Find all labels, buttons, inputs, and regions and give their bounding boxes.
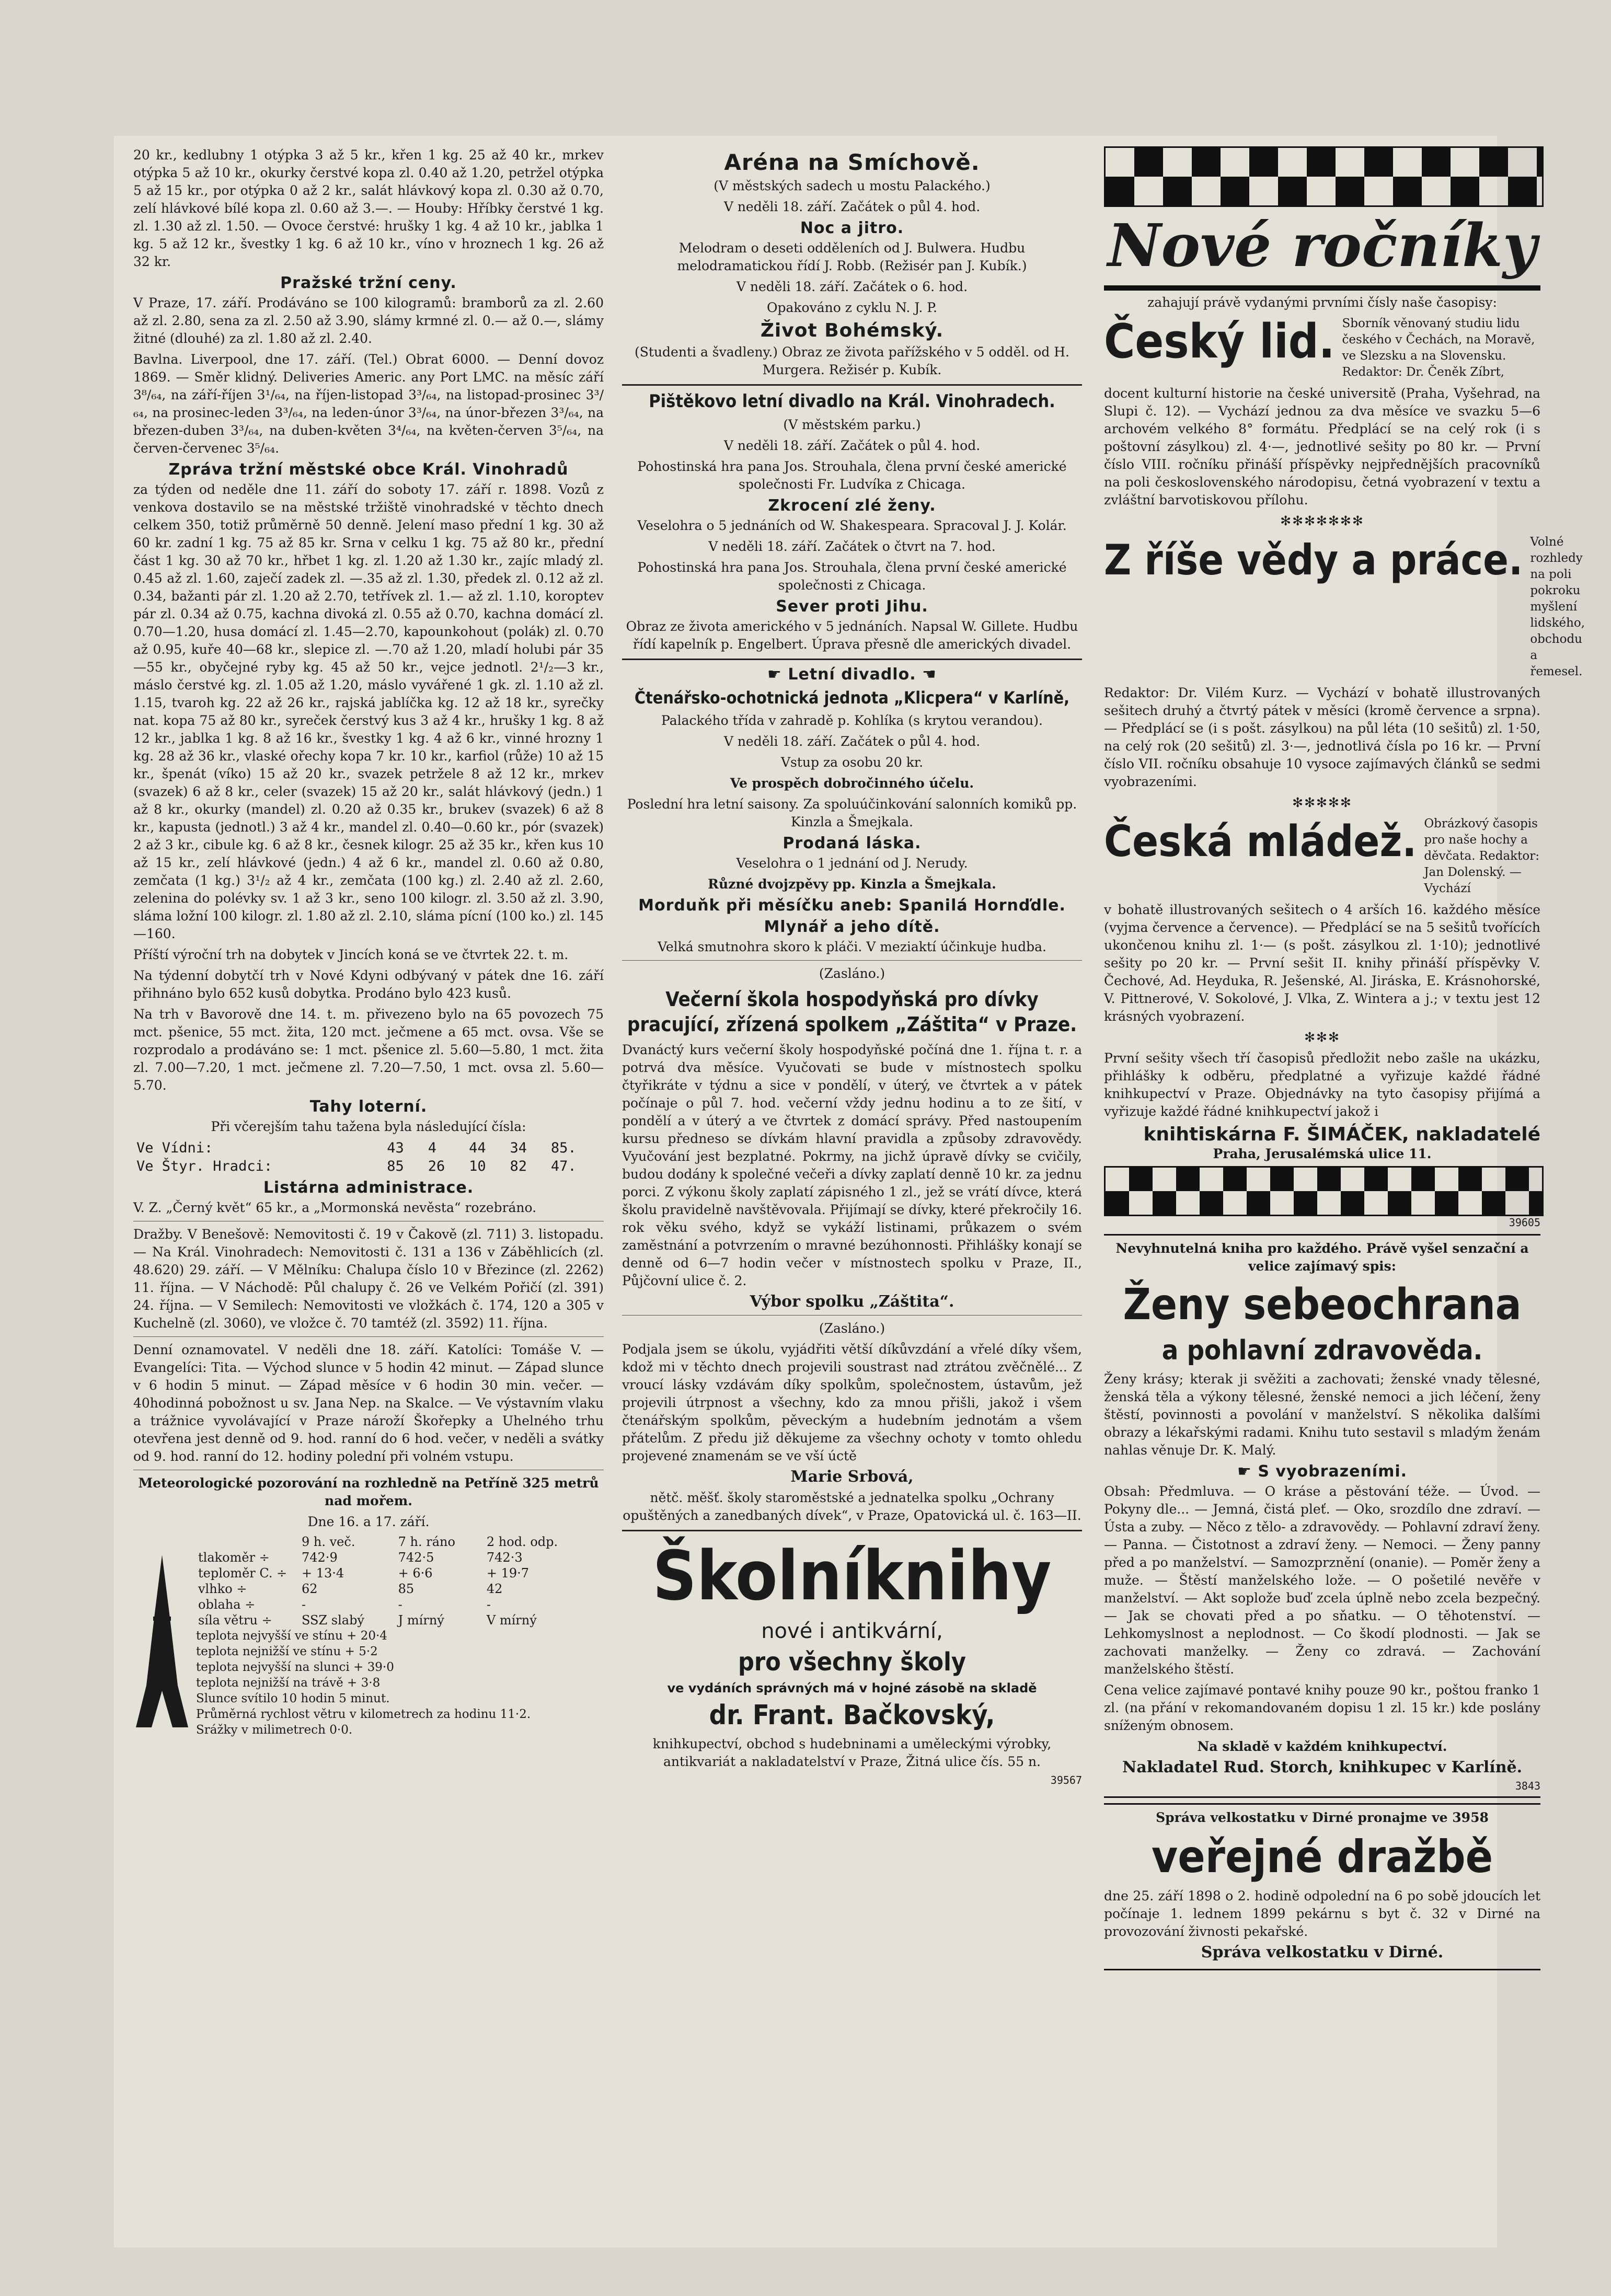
arena-title: Aréna na Smíchově.: [724, 149, 980, 175]
pointing-hand-icon: ☛: [1237, 1462, 1258, 1481]
meteo-row: síla větru ÷ SSZ slabý J mírný V mírný: [198, 1613, 537, 1628]
srbova-text: Podjala jsem se úkolu, vyjádřiti větší díkůvzdání a vřelé díky všem, kdož mi v těchto dnech projevili soustrast nad ztrátou zvěčnělé... Z vroucí lásky vzdávám díky spolkům, společnostem, ústavům, jež projevili útrpnost a všechny, kdo za mnou přišli, jakož i všem čtenářským spolkům, pěveckým a hudebním jednotám a všem přátelům. Z předu již děkujeme za všechny ochoty v tomto ohledu projevené znamenám se ve vší úctě: [622, 1342, 1082, 1463]
divider: [622, 659, 1082, 660]
school-books-number: 39567: [1050, 1774, 1082, 1786]
lid-block: [1104, 316, 1540, 380]
school-title: Večerní škola hospodyňská pro dívky pracující, zřízená spolkem „Záštita“ v Praze.: [627, 988, 1077, 1036]
klicpera-desc: Poslední hra letní saisony. Za spoluúčinkování salonních komiků pp. Kinzla a Šmejkala.: [627, 797, 1077, 829]
mladez-note: První sešity všech tří časopisů předložit nebo zašle na ukázku, přihlášky k odběru, předplatné a vyřizuje každé řádné knihkupectví v Praze. Objednávky na tyto časopisy přijímá a vyřizuje každé řádné knihkupectví jakož i: [1104, 1051, 1540, 1119]
vinohrady-market-text: za týden od neděle dne 11. září do soboty 17. září r. 1898. Vozů z venkova dostavilo se na městské tržiště vinohradské v těchto dnech celkem 350, totiž průměrně 50 denně. Jelení maso přední 1 kg. 30 až 60 kr. zadní 1 kg. 75 až 85 kr. Srna v celku 1 kg. 75 až 80 kr., přední část 1 kg. 30 až 70 kr., hřbet 1 kg. zl. 1.20 až 1.30 kr., zajíc mladý zl. 0.45 až zl. 1.60, zaječí zadek zl. —.35 až zl. 1.30, předek zl. 0.12 až zl. 0.34, bažanti pár zl. 1.20 až 2.70, tetřívek zl. 1.— až zl. 1.10, koroptev pár zl. 0.34 až 0.75, kachna divoká zl. 0.55 až 0.70, kachna domácí zl. 0.70—1.20, husa domácí zl. 1.45—2.70, kapounkohout (polák) zl. 0.70 až 0.95, kuře 40—68 kr., slepice zl. —.70 až 1.20, mladí holubi pár 35—55 kr., obyčejné ryby kg. 45 až 50 kr., vejce jednotl. 2¹/₂—3 kr., máslo čerstvé kg. zl. 1.05 až 1.20, máslo vyvářené 1 gk. zl. 1.10 až zl. 1.15, tvaroh kg. 22 až 26 kr., rajská jablíčka kg. 12 až 18 kr., syrečky nat. kopa 75 až 80 kr., syreček čerstvý kus 3 až 4 kr., hrušky 1 kg. 8 až 12 kr., jablka 1 kg. 8 až 16 kr., švestky 1 kg. 4 až 6 kr., vinné hrozny 1 kg. 28 až 36 kr., vlaské ořechy kopa 7 kr. 10 kr., karfiol (růže) 10 až 15 kr., špenát (víko) 15 až 20 kr., svazek petržele 8 až 12 kr., mrkev (svazek) 6 až 8 kr., celer (svazek) 15 až 20 kr., salát hlávkový (jedn.) 1 až 8 kr., okurky (mandel) zl. 0.20 až 0.35 kr., brukev (svazek) 6 až 8 kr., kapusta (jednotl.) 3 až 4 kr., mandel zl. 0.40—0.60 kr., pór (svazek) 2 až 3 kr., cibule kg. 6 až 8 kr., česnek kilogr. 25 až 35 kr., křen kus 10 až 15 kr., zelí hlávkové (jedn.) 4 až 6 kr., mandel zl. 0.60 až 0.80, zemčata (1 kg.) 3¹/₂ až 4 kr., zemčata (100 kg.) zl. 2.40 až zl. 2.60, zelenina do polévky sv. 1 až 3 kr., seno 100 kilogr. zl. 3.50 až zl. 3.90, sláma ložní 100 kilogr. zl. 1.80 až zl. 2.10, sláma pícní (100 ko.) zl. 145—160.: [133, 482, 604, 941]
zeny-sklad: Na skladě v každém knihkupectví.: [1197, 1739, 1447, 1754]
divider: [622, 960, 1082, 961]
veda-text: Redaktor: Dr. Vilém Kurz. — Vychází v bohatě illustrovaných sešitech druhý a čtvrtý pátek v měsíci (kromě července a srpna). — Předplácí se (i s pošt. zásylkou) na půl léta (10 sešitů) zl. 1·50, na celý rok (20 sešitů) zl. 3·—, jednotlivá čísla po 16 kr. — První číslo VII. ročníku obsahuje 10 vysoce zajímavých článků se sedmi vyobrazeními.: [1104, 685, 1540, 789]
column-2: [622, 146, 1082, 1786]
pistek-show1-desc: Pohostinská hra pana Jos. Strouhala, člena první české americké společnosti Fr. Ludvíka z Chicaga.: [637, 459, 1067, 492]
meteo-row: oblaha ÷ - - -: [198, 1597, 491, 1612]
klicpera-entry: Vstup za osobu 20 kr.: [780, 755, 924, 770]
school-books-addr: knihkupectví, obchod s hudebninami a uměleckými výrobky, antikvariát a nakladatelství v Praze, Žitná ulice čís. 55 n.: [652, 1736, 1052, 1769]
zeny-price: Cena velice zajímavé pontavé knihy pouze 90 kr., poštou franko 1 zl. (na přání v rekomandovaném dopisu 1 zl. 15 kr.) kde poslány sníženým obnosem.: [1104, 1682, 1540, 1733]
zeny-text: Ženy krásy; kterak ji svěžiti a zachovati; ženské vnady tělesné, ženská těla a výkony tělesné, ženské nemoci a jich léčení, ženy štěstí, povinnosti a povolání v manželství. S několika dalšími obrazy a lékařskými radami. Knihu tuto sestavil s mladým ženám nahlas věnuje Dr. K. Malý.: [1104, 1371, 1540, 1458]
lid-side: Sborník věnovaný studiu lidu českého v Čechách, na Moravě, ve Slezsku a na Slovensku. Redaktor: Dr. Čeněk Zíbrt,: [1342, 317, 1535, 379]
bavorov-market-text: Na trh v Bavorově dne 14. t. m. přivezeno bylo na 65 povozech 75 mct. pšenice, 55 mct. žita, 120 mct. ječmene a 65 mct. ovsa. Vše se rozprodalo a prodáváno se: 1 mct. pšenice zl. 5.60—5.80, 1 mct. žita zl. 7.00—7.20, 1 mct. ječmene zl. 7.20—7.50, 1 mct. ovsa zl. 5.60—5.70.: [133, 1007, 604, 1093]
column-1: [133, 146, 604, 1738]
klicpera-when: V neděli 18. září. Začátek o půl 4. hod.: [723, 734, 981, 749]
auction-head: Správa velkostatku v Dirné pronajme ve 3958: [1156, 1810, 1489, 1825]
meteo-dates: Dne 16. a 17. září.: [307, 1514, 430, 1529]
auction-signature: Správa velkostatku v Dirné.: [1201, 1943, 1444, 1962]
school-books-line1: nové i antikvární,: [761, 1619, 943, 1643]
petrin-tower-icon: [133, 1555, 191, 1727]
new-volumes-intro: zahajují právě vydanými prvními čísly naše časopisy:: [1147, 295, 1497, 310]
klicpera-play: Prodaná láska.: [783, 834, 922, 852]
zaslano-label: (Zasláno.): [819, 966, 885, 981]
klicpera-title: Čtenářsko-ochotnická jednota „Klicpera“ v Karlíně,: [634, 688, 1070, 708]
veda-stars: ✻✻✻✻✻: [1292, 795, 1352, 810]
divider-bar: [1104, 285, 1540, 291]
mlynar-info: Velká smutnohra skoro k pláči. V meziaktí účinkuje hudba.: [658, 939, 1046, 954]
arena-show2-desc: (Studenti a švadleny.) Obraz ze života pařížského v 5 odděl. od H. Murgera. Režisér p. Kubík.: [635, 344, 1069, 377]
jincice-market-text: Příští výroční trh na dobytek v Jincích koná se ve čtvrtek 22. t. m.: [133, 947, 569, 962]
kdyne-market-text: Na týdenní dobytčí trh v Nové Kdyni odbývaný v pátek dne 16. září přihnáno bylo 652 kusů dobytka. Prodáno bylo 423 kusů.: [133, 968, 604, 1001]
daily-announcer-text: Denní oznamovatel. V neděli dne 18. září. Katolíci: Tomáše V. — Evangelíci: Tita. — Východ slunce v 5 hodin 42 minut. — Západ slunce v 6 hodin 5 minut. — Západ měsíce v 6 hodin 30 min. večer. — 40hodinná pobožnost u sv. Jana Nep. na Skalce. — Ve výstavním vlaku a trážnice vyvolávající v Praze nároží Škořepky a Uhelného trhu otevřena jest denně od 9. hod. ranní do 6 hod. večer, v neděli a svátky od 9. hod. ranní do 12. hodiny polední při volném vstupu.: [133, 1342, 604, 1464]
arena-show2-cycle: Opakováno z cyklu N. J. P.: [766, 300, 937, 315]
veda-block: [1104, 534, 1585, 680]
lid-title: Český lid.: [1104, 314, 1335, 369]
prague-market-text: V Praze, 17. září. Prodáváno se 100 kilogramů: bramborů za zl. 2.60 až zl. 2.80, sena za zl. 2.50 až 3.90, slámy krmné zl. 0.— až 0.—, slámy žitné (dlouhé) za zl. 1.80 až zl. 2.40.: [133, 295, 604, 346]
school-books-name: dr. Frant. Bačkovský,: [709, 1700, 995, 1731]
lid-stars: ✻✻✻✻✻✻✻: [1280, 513, 1364, 528]
zaslano2-label: (Zasláno.): [819, 1321, 885, 1336]
publisher-name: knihtiskárna F. ŠIMÁČEK, nakladatelé: [1143, 1124, 1540, 1145]
meteo-row: tlakoměr ÷ 742·9 742·5 742·3: [198, 1550, 523, 1565]
zeny-ad: [1104, 1234, 1540, 1798]
heading-lottery: Tahy loterní.: [309, 1098, 428, 1116]
checker-banner-top: [1104, 146, 1544, 207]
zeny-head: Nevyhnutelná kniha pro každého. Právě vyšel senzační a velice zajímavý spis:: [1115, 1241, 1529, 1274]
auction-ad: [1104, 1803, 1540, 1970]
zeny-obsah: Obsah: Předmluva. — O kráse a pěstování téže. — Úvod. — Pokyny dle... — Jemná, čistá pleť. — Oko, srozdílo dne zdraví. — Ústa a zuby. — Něco z tělo- a zdravovědy. — Pohlavní zdraví ženy. — Panna. — Čistotnost a zdraví ženy. — Nemoci. — Ženy panny před a po manželství. — Samozprznění (onanie). — Poměr ženy a muže. — Štěstí manželského lože. — O pošetilé nevěře v manželství. — Akt soplože buď zcela úplně nebo zcela bezpečný. — Jak se chovati před a po sňatku. — O těhotenství. — Lehkomyslnost a neplodnost. — Co škodí plodnosti. — Jak se zachovati manželky. — Ženy co zdravá. — Zachování manželského štěstí.: [1104, 1484, 1540, 1677]
school-books-line2: pro všechny školy: [738, 1647, 966, 1677]
pistek-show2-info: Obraz ze života amerického v 5 jednáních. Napsal W. Gillete. Hudbu řídí kapelník p. Engelbert. Úprava přesně dle amerických divadel.: [626, 619, 1078, 652]
school-signature: Výbor spolku „Záštita“.: [750, 1293, 954, 1311]
school-books-line3: ve vydáních správných má v hojné zásobě na skladě: [667, 1681, 1037, 1695]
lid-text: docent kulturní historie na české universitě (Praha, Vyšehrad, na Slupi č. 12). — Vychází jednou za dva měsíce ve svazku 5—6 archovém velkého 8° formátu. Předplácí se na celý rok (i s poštovní zásylkou) zl. 4·—, jednotlivé sešity po 80 kr. — První číslo VIII. ročníku přináší příspěvky nejpřednějších pracovníků na poli československého národopisu, četná vyobrazení v textu a zvláštní barvotiskovou přílohu.: [1104, 386, 1540, 507]
pointing-hand-left-icon: ☚: [922, 665, 937, 684]
school-books-title: Školníknihy: [652, 1536, 1052, 1616]
zeny-sub: a pohlavní zdravověda.: [1161, 1335, 1483, 1366]
heading-prague-market: Pražské tržní ceny.: [280, 274, 457, 292]
divider: [622, 1315, 1082, 1316]
pistek-sub: (V městském parku.): [783, 417, 921, 432]
zeny-title: Ženy sebeochrana: [1123, 1280, 1522, 1330]
summer-theatre-title: ☛ Letní divadlo. ☚: [767, 665, 937, 684]
zeny-number: 3843: [1515, 1780, 1540, 1792]
meteo-hours-row: 9 h. več. 7 h. ráno 2 hod. odp.: [302, 1534, 558, 1549]
pistek-show1-when: V neděli 18. září. Začátek o půl 4. hod.: [723, 438, 981, 453]
mladez-text: v bohatě illustrovaných sešitech o 4 arších 16. každého měsíce (vyjma července a července). — Předplácí se na 5 sešitů tvořících ukončenou knihu zl. 1·— (s pošt. zásylkou zl. 1·10); jednotlivé sešity po 20 kr. — První sešit II. knihy přináší příspěvky V. Čechové, Ad. Heyduka, R. Ješenské, Al. Jiráska, E. Krásnohorské, V. Pittnerové, V. Sokolové, J. Vlka, Z. Wintera a j.; v textu jest 12 krásných vyobrazení.: [1104, 902, 1540, 1024]
divider: [133, 1336, 604, 1337]
pistek-show2-desc: Pohostinská hra pana Jos. Strouhala, člena první české americké společnosti z Chicaga.: [637, 560, 1067, 593]
pistek-show2-when: V neděli 18. září. Začátek o čtvrt na 7. hod.: [708, 539, 996, 554]
meteo-title: Meteorologické pozorování na rozhledně na Petříně 325 metrů nad mořem.: [138, 1475, 599, 1508]
klicpera-benefit: Ve prospěch dobročinného účelu.: [730, 776, 974, 791]
divider: [622, 1530, 1082, 1531]
mladez-title: Česká mládež.: [1104, 817, 1417, 867]
mladez-block: [1104, 816, 1540, 897]
heading-listarna: Listárna administrace.: [263, 1179, 474, 1197]
auctions-text: Dražby. V Benešově: Nemovitosti č. 19 v Čakově (zl. 711) 3. listopadu. — Na Král. Vinohradech: Nemovitosti č. 131 a 136 v Záběhlicích (zl. 48.620) 29. září. — V Mělníku: Chalupa číslo 10 v Březince (zl. 2262) 11. října. — V Náchodě: Půl chalupy č. 26 ve Velkém Pořičí (zl. 391) 24. října. — V Semilech: Nemovitosti ve vložkách č. 174, 120 a 305 v Kuchelně (zl. 3060), ve vložce č. 70 tamtéž (zl. 3592) 11. října.: [133, 1227, 604, 1331]
pistek-title: Pištěkovo letní divadlo na Král. Vinohradech.: [649, 391, 1055, 412]
mladez-stars: ✻✻✻: [1304, 1030, 1340, 1045]
arena-show1-when: V neděli 18. září. Začátek o půl 4. hod.: [723, 199, 981, 214]
lottery-intro: Při včerejším tahu tažena byla následující čísla:: [211, 1119, 526, 1134]
meteo-extra: teplota nejvyšší ve stínu + 20·4 teplota nejnižší ve stínu + 5·2 teplota nejvyšší na slunci + 39·0 teplota nejnižší na trávě + 3·8 Slunce svítilo 10 hodin 5 minut. Průměrná rychlost větru v kilometrech za hodinu 11·2. Srážky v milimetrech 0·0.: [196, 1629, 531, 1737]
meteo-table: [196, 1534, 593, 1628]
arena-sub: (V městských sadech u mostu Palackého.): [714, 178, 991, 193]
heading-vinohrady-market: Zpráva tržní městské obce Král. Vinohradů: [168, 460, 569, 479]
morduhk-title: Morduňk při měsíčku aneb: Spanilá Hornďdle.: [638, 896, 1066, 915]
publisher-addr: Praha, Jerusalémská ulice 11.: [1213, 1146, 1432, 1161]
zeny-obr-title: ☛ S vyobrazeními.: [1237, 1462, 1408, 1481]
mladez-side: Obrázkový časopis pro naše hochy a děvčata. Redaktor: Jan Dolenský. — Vychází: [1424, 817, 1539, 895]
arena-show2-title: Život Bohémský.: [760, 320, 944, 341]
new-volumes-title: Nové ročníky: [1108, 212, 1537, 280]
klicpera-play-info: Veselohra o 1 jednání od J. Nerudy.: [736, 856, 968, 871]
arena-show2-when: V neděli 18. září. Začátek o 6. hod.: [736, 279, 968, 294]
divider: [622, 384, 1082, 386]
checker-banner-bottom: [1104, 1166, 1544, 1216]
srbova-role: nětč. měšť. školy staroměstské a jednatelka spolku „Ochrany opuštěných a zanedbaných dívek“, v Praze, Opatovická ul. č. 163—II.: [623, 1490, 1081, 1523]
srbova-signature: Marie Srbová,: [790, 1468, 914, 1486]
pointing-hand-icon: ☛: [767, 665, 788, 684]
arena-show1-title: Noc a jitro.: [800, 219, 904, 237]
column-3: [1104, 146, 1585, 1976]
mlynar-title: Mlynář a jeho dítě.: [764, 918, 940, 936]
auction-title: veřejné dražbě: [1151, 1831, 1493, 1883]
lottery-row: Ve Štyr. Hradci: 85 26 10 82 47.: [136, 1158, 577, 1174]
klicpera-duet: Různé dvojzpěvy pp. Kinzla a Šmejkala.: [708, 876, 996, 892]
zeny-publisher: Nakladatel Rud. Storch, knihkupec v Karlíně.: [1122, 1758, 1523, 1776]
veda-title: Z říše vědy a práce.: [1104, 536, 1523, 584]
klicpera-addr: Palackého třída v zahradě p. Kohlíka (s krytou verandou).: [661, 713, 1043, 728]
arena-show1-desc: Melodram o deseti odděleních od J. Bulwera. Hudbu melodramatickou řídí J. Robb. (Režisér pan J. Kubík.): [677, 240, 1027, 273]
pistek-show1-info: Veselohra o 5 jednáních od W. Shakespeara. Spracoval J. J. Kolár.: [637, 518, 1067, 533]
meteo-block: [133, 1534, 604, 1738]
cotton-text: Bavlna. Liverpool, dne 17. září. (Tel.) Obrat 6000. — Denní dovoz 1869. — Směr klidný. Deliveries Americ. any Port LMC. na měsíc září 3⁸/₆₄, na září-říjen 3¹/₆₄, na říjen-listopad 3³/₆₄, na listopad-prosinec 3³/₆₄, na prosinec-leden 3³/₆₄, na leden-únor 3³/₆₄, na únor-březen 3³/₆₄, na březen-duben 3³/₆₄, na duben-květen 3⁴/₆₄, na květen-červen 3⁵/₆₄, na červen-červenec 3⁵/₆₄.: [133, 352, 604, 456]
lottery-table: [133, 1139, 604, 1175]
auction-text: dne 25. září 1898 o 2. hodině odpolední na 6 po sobě jdoucích let počínaje 1. lednem 1899 pekárnu s byt č. 32 v Dirné na provozování živnosti pekařské.: [1104, 1888, 1540, 1939]
pistek-show2-title: Sever proti Jihu.: [776, 597, 928, 616]
market-prices-paragraph: 20 kr., kedlubny 1 otýpka 3 až 5 kr., křen 1 kg. 25 až 40 kr., mrkev otýpka 5 až 10 kr., okurky čerstvé kopa zl. 0.40 až 1.20, petržel otýpka 5 až 15 kr., por otýpka 0 až 2 kr., salát hlávkový kopa zl. 0.30 až 0.70, zelí hlávkové bílé kopa zl. 0.60 až 3.—. — Houby: Hříbky čerstvé 1 kg. zl. 1.30 až zl. 1.50. — Ovoce čerstvé: hrušky 1 kg. 4 až 10 kr., jablka 1 kg. 5 až 12 kr., švestky 1 kg. 6 až 10 kr., víno v hroznech 1 kg. 26 až 32 kr.: [133, 147, 604, 269]
meteo-row: teploměr C. ÷ + 13·4 + 6·6 + 19·7: [198, 1566, 530, 1580]
pistek-show1-title: Zkrocení zlé ženy.: [768, 497, 936, 515]
listarna-text: V. Z. „Černý květ“ 65 kr., a „Mormonská nevěsta“ rozebráno.: [133, 1200, 537, 1215]
meteo-row: vlhko ÷ 62 85 42: [198, 1582, 503, 1596]
school-text: Dvanáctý kurs večerní školy hospodyňské počíná dne 1. října t. r. a potrvá dva měsíce. Vyučovati se bude v místnostech spolku čtyřikráte v týdnu a sice v pondělí, v úterý, ve čtvrtek a v pátek počínaje o půl 7. hod. večerní vždy jednu hodinu a to ze šití, v pondělí a v úterý a ve čtvrtek z domácí správy. Před nastoupením kursu předneso se dívkám hlavní pravidla a způsoby zdravovědy. Vyučování jest bezplatné. Pokrmy, na jichž úpravě dívky se cvičily, budou dodány k společné večeři a dívky zaplatí denně 10 kr. za jednu porci. Z výkonu školy zaplatí zápisného 1 zl., jež se vrátí dívce, která školu pravidelně navštěvovala. Přijímají se dívky, které překročily 16. rok věku svého, když se vykáží listinami, průkazem o svém zaměstnání a potvrzením o mravné bezúhonnosti. Přihlášky konají se denně od 6—7 hodin večer v místnostech spolku v Praze, II., Půjčovní ulice č. 2.: [622, 1042, 1082, 1288]
veda-side: Volné rozhledy na poli pokroku myšlení lidského, obchodu a řemesel.: [1530, 535, 1585, 678]
publisher-number: 39605: [1509, 1216, 1540, 1229]
lottery-row: Ve Vídni: 43 4 44 34 85.: [136, 1140, 577, 1156]
